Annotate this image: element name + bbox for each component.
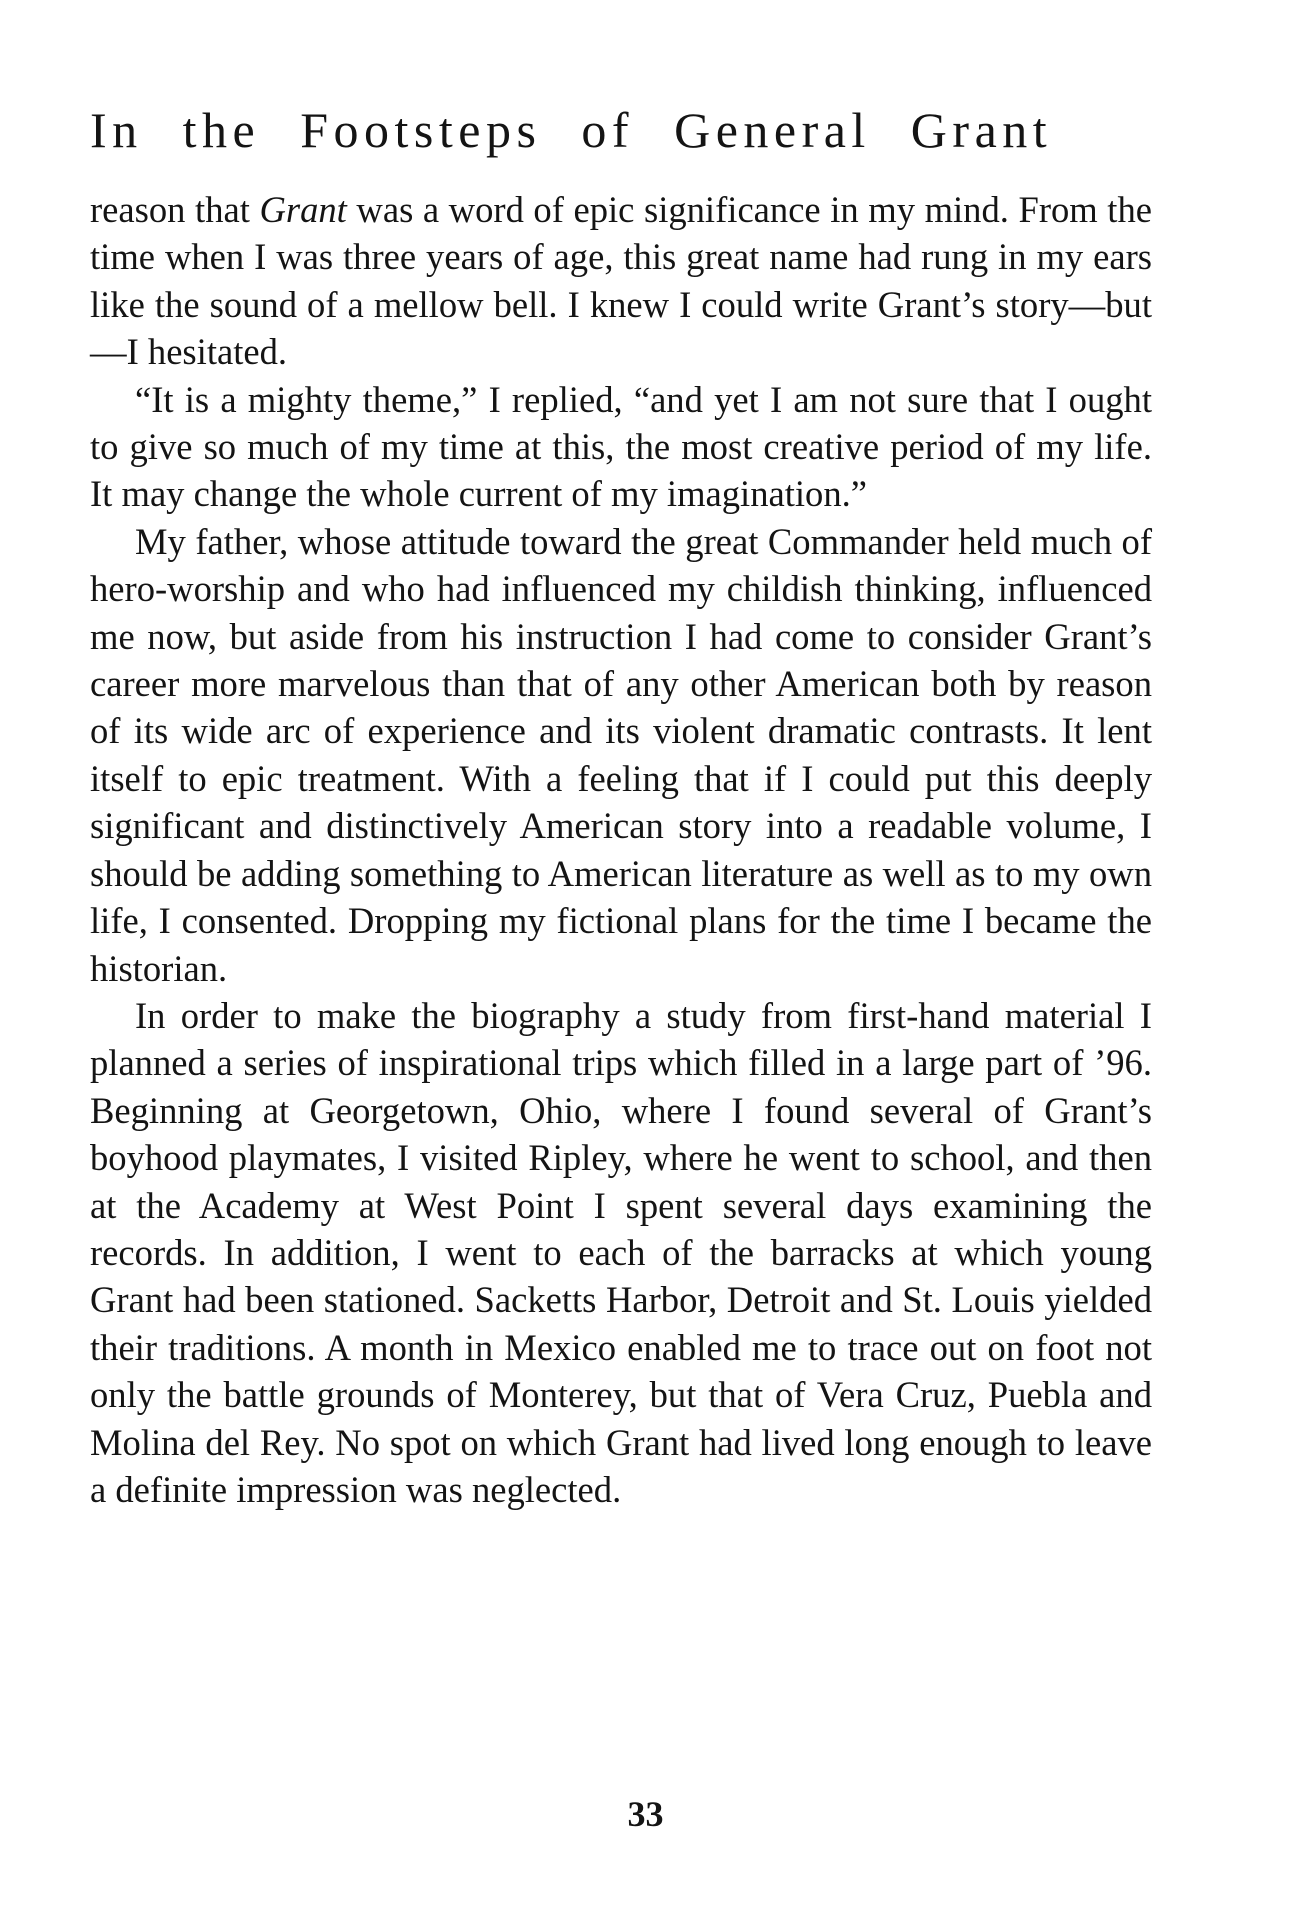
paragraph [90, 376, 1152, 518]
italic-text: Grant [259, 189, 347, 230]
body-text [90, 186, 1152, 1513]
text-run: was a word of epic significance in my mind. From the time when I was three years of age, this great name had rung in my ears like the sound of a mellow bell. I knew I could write Grant’s story—but—I hesitated. [90, 189, 1152, 373]
page-number: 33 [627, 1794, 664, 1834]
paragraph [90, 992, 1152, 1513]
text-run: reason that [90, 189, 260, 230]
text-run: My father, whose attitude toward the great Commander held much of hero-worship and who had influenced my childish thinking, influenced me now, but aside from his instruction I had come to consider Grant’s career more marvelous than that of any other American both by reason of its wide arc of experience and its violent dramatic contrasts. It lent itself to epic treatment. With a feeling that if I could put this deeply significant and distinctively American story into a readable volume, I should be adding something to American literature as well as to my own life, I consented. Dropping my fictional plans for the time I became the historian. [90, 520, 1152, 989]
text-run: In order to make the biography a study from first-hand material I planned a series of inspirational trips which filled in a large part of ’96. Beginning at Georgetown, Ohio, where I found several of Grant’s boyhood playmates, I visited Ripley, where he went to school, and then at the Academy at West Point I spent several days examining the records. In addition, I went to each of the barracks at which young Grant had been stationed. Sacketts Harbor, Detroit and St. Louis yielded their traditions. A month in Mexico enabled me to trace out on foot not only the battle grounds of Monterey, but that of Vera Cruz, Puebla and Molina del Rey. No spot on which Grant had lived long enough to leave a definite impression was neglected. [90, 994, 1152, 1510]
book-page [90, 100, 1152, 1513]
text-run: “It is a mighty theme,” I replied, “and yet I am not sure that I ought to give so much of my time at this, the most creative period of my life. It may change the whole current of my imagination.” [90, 378, 1152, 515]
running-head: In the Footsteps of General Grant [90, 102, 1053, 158]
paragraph [90, 186, 1152, 376]
paragraph [90, 518, 1152, 992]
